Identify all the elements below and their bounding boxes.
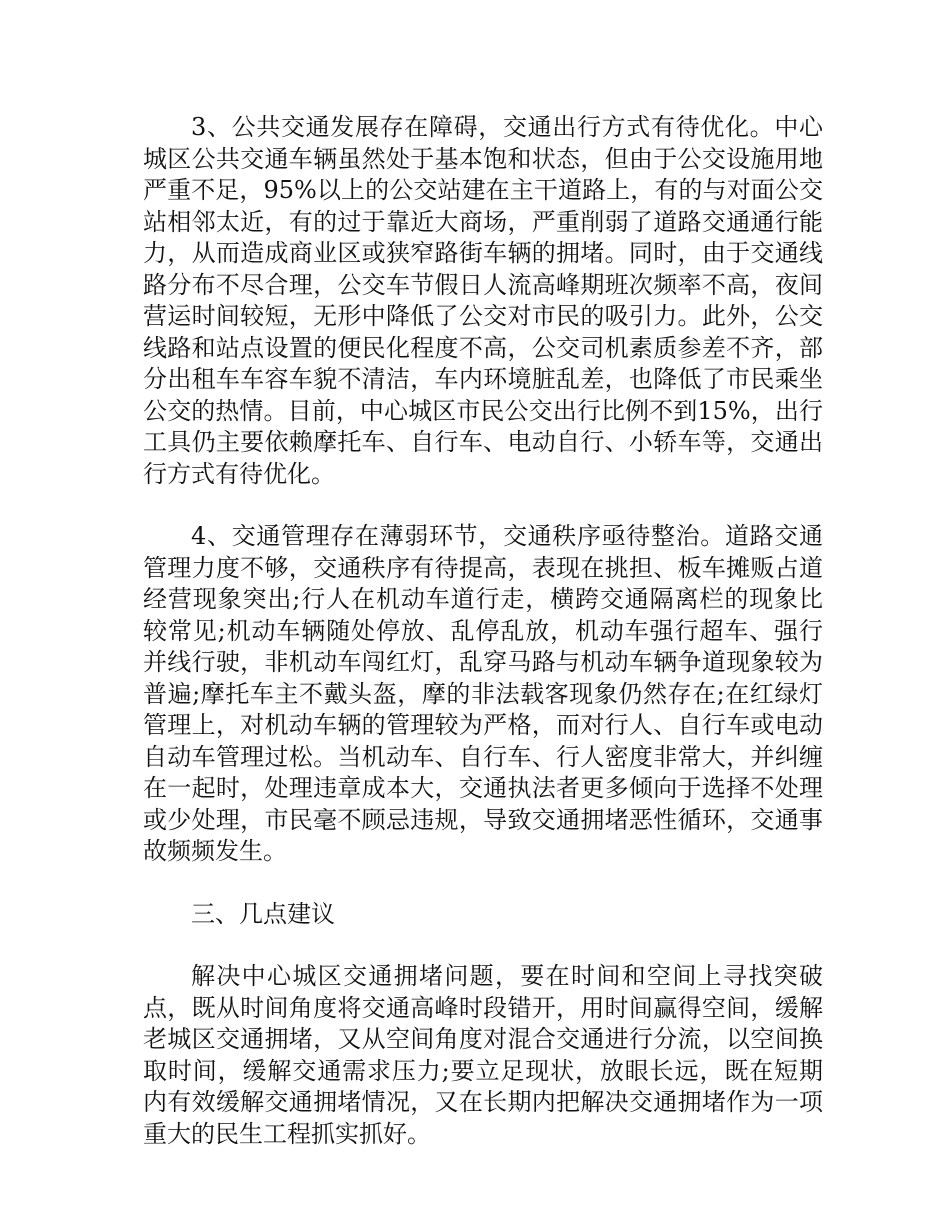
paragraph-suggestions: 解决中心城区交通拥堵问题，要在时间和空间上寻找突破点，既从时间角度将交通高峰时段错开，用时间赢得空间，缓解老城区交通拥堵，又从空间角度对混合交通进行分流，以空间换取时间，缓解交通需求压力;要立足现状，放眼长远，既在短期内有效缓解交通拥堵情况，又在长期内把解决交通拥堵作为一项重大的民生工程抓实抓好。 [143,962,823,1148]
document-body [143,112,823,1181]
paragraph-traffic-management: 4、交通管理存在薄弱环节，交通秩序亟待整治。道路交通管理力度不够，交通秩序有待提高，表现在挑担、板车摊贩占道经营现象突出;行人在机动车道行走，横跨交通隔离栏的现象比较常见;机动车辆随处停放、乱停乱放，机动车强行超车、强行并线行驶，非机动车闯红灯，乱穿马路与机动车辆争道现象较为普遍;摩托车主不戴头盔，摩的非法载客现象仍然存在;在红绿灯管理上，对机动车辆的管理较为严格，而对行人、自行车或电动自动车管理过松。当机动车、自行车、行人密度非常大，并纠缠在一起时，处理违章成本大，交通执法者更多倾向于选择不处理或少处理，市民毫不顾忌违规，导致交通拥堵恶性循环，交通事故频频发生。 [143,522,823,865]
paragraph-public-transport: 3、公共交通发展存在障碍，交通出行方式有待优化。中心城区公共交通车辆虽然处于基本饱和状态，但由于公交设施用地严重不足，95%以上的公交站建在主干道路上，有的与对面公交站相邻太近，有的过于靠近大商场，严重削弱了道路交通通行能力，从而造成商业区或狭窄路街车辆的拥堵。同时，由于交通线路分布不尽合理，公交车节假日人流高峰期班次频率不高，夜间营运时间较短，无形中降低了公交对市民的吸引力。此外，公交线路和站点设置的便民化程度不高，公交司机素质参差不齐，部分出租车车容车貌不清洁，车内环境脏乱差，也降低了市民乘坐公交的热情。目前，中心城区市民公交出行比例不到15%，出行工具仍主要依赖摩托车、自行车、电动自行、小轿车等，交通出行方式有待优化。 [143,113,823,488]
section-heading: 三、几点建议 [191,899,335,928]
